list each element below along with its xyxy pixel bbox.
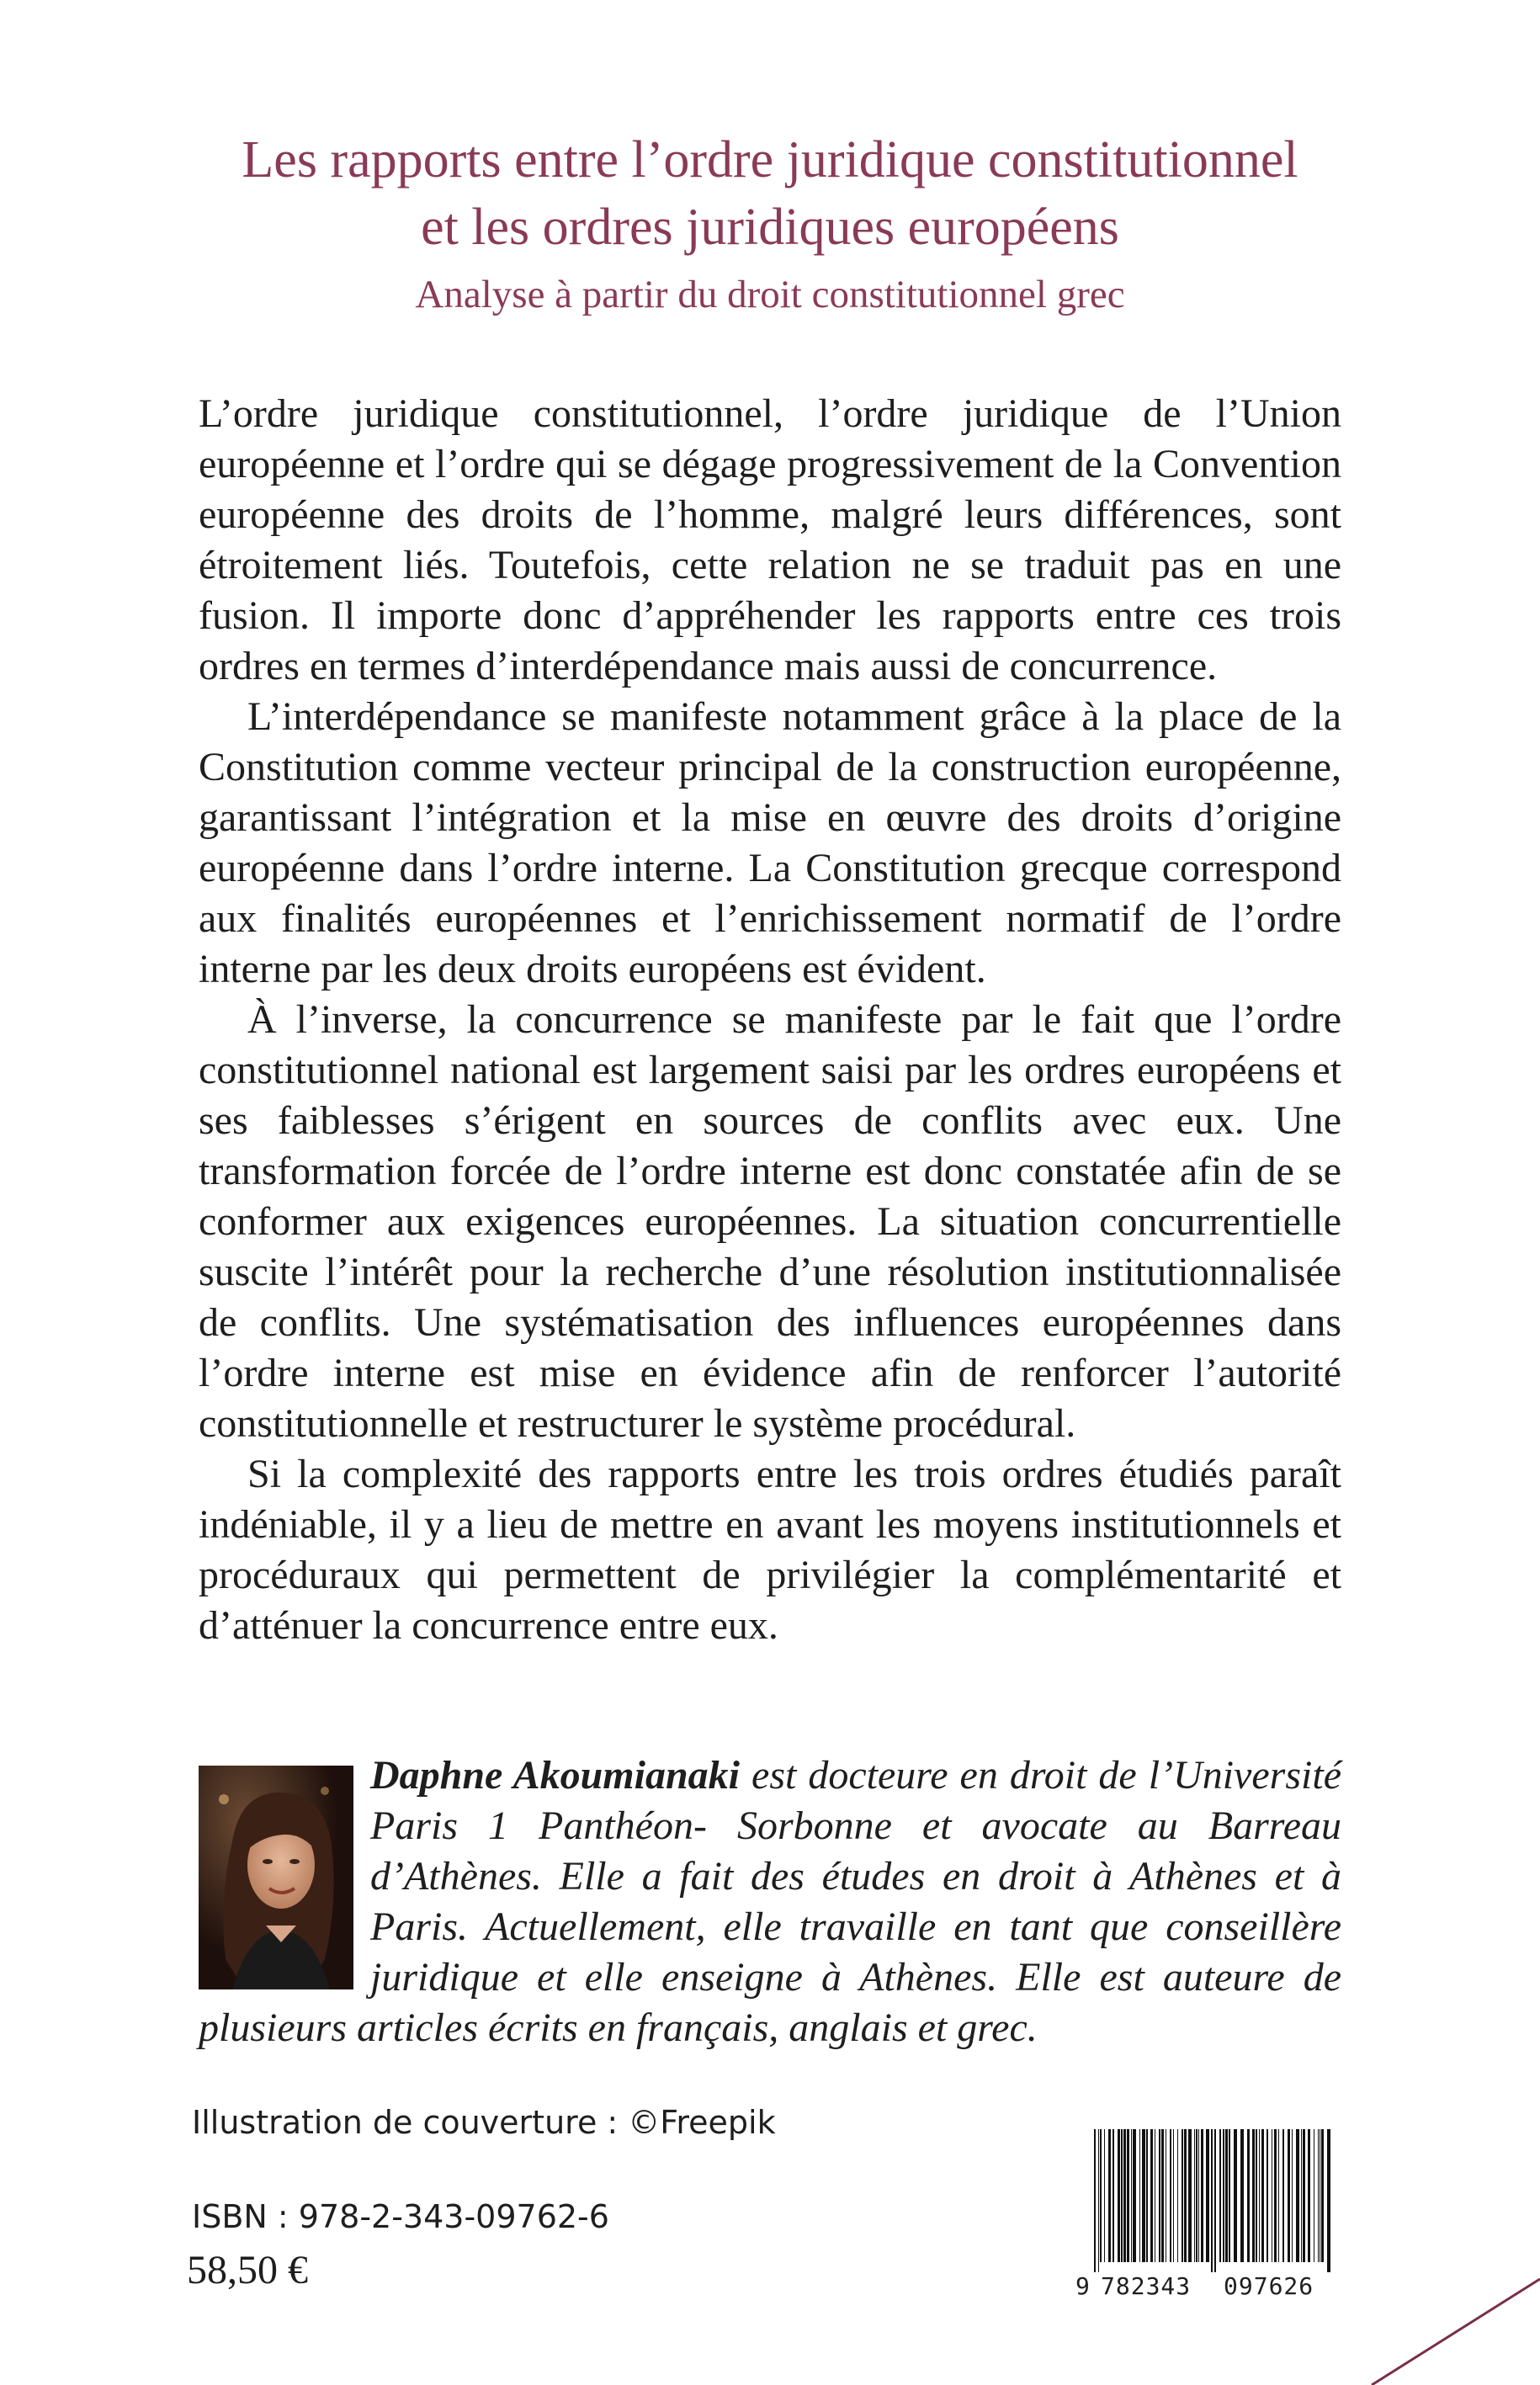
barcode-bar: [1104, 2129, 1105, 2262]
barcode-digits-right: 097626: [1224, 2272, 1314, 2300]
subtitle: Analyse à partir du droit constitutionnel grec: [415, 273, 1125, 316]
barcode-bar: [1146, 2129, 1148, 2262]
author-name: Daphne Akoumianaki: [370, 1753, 741, 1798]
barcode-bar: [1194, 2129, 1195, 2262]
barcode-bar: [1094, 2129, 1096, 2272]
barcode-digit-prefix: 9: [1075, 2272, 1091, 2300]
barcode-bar: [1278, 2129, 1279, 2262]
barcode-bar: [1327, 2129, 1330, 2272]
decorative-corner-line: [1338, 2267, 1540, 2385]
barcode-digits: [1075, 2272, 1343, 2306]
barcode-digits-left: 782343: [1101, 2272, 1192, 2300]
barcode-bar: [1184, 2129, 1187, 2262]
isbn: ISBN : 978-2-343-09762-6: [192, 2198, 609, 2235]
barcode-bar: [1188, 2129, 1192, 2262]
author-bio-text: est docteure en droit de l’Université Paris 1 Panthéon- Sorbonne et avocate au Barreau d’Athènes. Elle a fait des études en droit à Athènes et à Paris. Actuellement, elle travaille en tant que conseillère juridique et elle enseigne à Athènes. Elle est auteure de plusieurs articles écrits en français, anglais et grec.: [199, 1753, 1341, 2050]
barcode-bar: [1211, 2129, 1213, 2272]
barcode-bar: [1182, 2129, 1183, 2262]
barcode-bar: [1282, 2129, 1284, 2262]
barcode-bar: [1214, 2129, 1216, 2272]
barcode-bar: [1121, 2129, 1123, 2262]
barcode-bar: [1201, 2129, 1203, 2262]
barcode-bar: [1288, 2129, 1290, 2262]
barcode-bar: [1318, 2129, 1319, 2262]
barcode-bar: [1303, 2129, 1305, 2262]
barcode-bar: [1133, 2129, 1136, 2262]
barcode-bar: [1247, 2129, 1250, 2262]
photo-spacer: [199, 1750, 370, 1999]
barcode-bar: [1206, 2129, 1209, 2262]
barcode-bar: [1308, 2129, 1310, 2262]
barcode-bar: [1256, 2129, 1257, 2262]
barcode-bar: [1170, 2129, 1171, 2262]
barcode-bar: [1113, 2129, 1114, 2262]
barcode-bar: [1196, 2129, 1197, 2262]
summary-paragraph: L’ordre juridique constitutionnel, l’ordre juridique de l’Union européenne et l’ordre qui se dégage progressivement de la Convention européenne des droits de l’homme, malgré leurs différences, sont étroitement liés. Toutefois, cette relation ne se traduit pas en une fusion. Il importe donc d’appréhender les rapports entre ces trois ordres en termes d’interdépendance mais aussi de concurrence.: [199, 391, 1341, 688]
barcode-bar: [1123, 2129, 1126, 2262]
barcode-bar: [1267, 2129, 1268, 2262]
barcode-bar: [1225, 2129, 1228, 2262]
barcode-bar: [1234, 2129, 1237, 2262]
barcode-bar: [1139, 2129, 1140, 2262]
barcode-bar: [1223, 2129, 1224, 2262]
barcode-bar: [1321, 2129, 1324, 2262]
price: 58,50 €: [187, 2248, 308, 2292]
cover-credit: Illustration de couverture : ©Freepik: [192, 2104, 776, 2141]
barcode-bar: [1259, 2129, 1260, 2262]
barcode-bar: [1219, 2129, 1221, 2262]
summary-paragraph: L’interdépendance se manifeste notamment grâce à la place de la Constitution comme vecteur principal de la construction européenne, garantissant l’intégration et la mise en œuvre des droits d’origine européenne dans l’ordre interne. La Constitution grecque correspond aux finalités européennes et l’enrichissement normatif de l’ordre interne par les deux droits européens est évident.: [199, 694, 1341, 991]
barcode-bar: [1252, 2129, 1255, 2262]
barcode-bar: [1100, 2129, 1102, 2262]
barcode-bar: [1108, 2129, 1111, 2262]
barcode-bar: [1142, 2129, 1145, 2262]
barcode-bar: [1118, 2129, 1120, 2262]
author-bio: [199, 1750, 1341, 2053]
barcode-bar: [1240, 2129, 1244, 2262]
summary-paragraph: Si la complexité des rapports entre les trois ordres étudiés paraît indéniable, il y a lieu de mettre en avant les moyens institutionnels et procéduraux qui permettent de privilégier la complémentarité et d’atténuer la concurrence entre eux.: [199, 1452, 1341, 1648]
barcode-bar: [1198, 2129, 1199, 2262]
title-line-2: et les ordres juridiques européens: [421, 199, 1119, 256]
barcode-bar: [1292, 2129, 1293, 2262]
barcode-bar: [1098, 2129, 1099, 2272]
barcode-bar: [1127, 2129, 1129, 2262]
barcode-bar: [1161, 2129, 1164, 2262]
barcode: [1075, 2129, 1343, 2300]
barcode-bar: [1173, 2129, 1174, 2262]
summary-paragraph: À l’inverse, la concurrence se manifeste par le fait que l’ordre constitutionnel national est largement saisi par les ordres européens et ses faiblesses s’érigent en sources de conflits avec eux. Une transformation forcée de l’ordre interne est donc constatée afin de se conformer aux exigences européennes. La situation concurrentielle suscite l’intérêt pour la recherche d’une résolution institutionnalisée de conflits. Une systématisation des influences européennes dans l’ordre interne est mise en évidence afin de renforcer l’autorité constitutionnelle et restructurer le système procédural.: [199, 997, 1341, 1446]
barcode-bar: [1229, 2129, 1230, 2262]
title-line-1: Les rapports entre l’ordre juridique constitutionnel: [242, 131, 1298, 189]
barcode-bar: [1261, 2129, 1264, 2262]
barcode-bar: [1301, 2129, 1302, 2262]
barcode-bar: [1177, 2129, 1178, 2262]
barcode-bar: [1159, 2129, 1160, 2262]
barcode-bars: [1075, 2129, 1343, 2272]
barcode-bar: [1131, 2129, 1132, 2262]
barcode-bar: [1150, 2129, 1153, 2262]
barcode-bar: [1274, 2129, 1277, 2262]
barcode-bar: [1296, 2129, 1299, 2262]
summary-text: [199, 389, 1341, 1651]
